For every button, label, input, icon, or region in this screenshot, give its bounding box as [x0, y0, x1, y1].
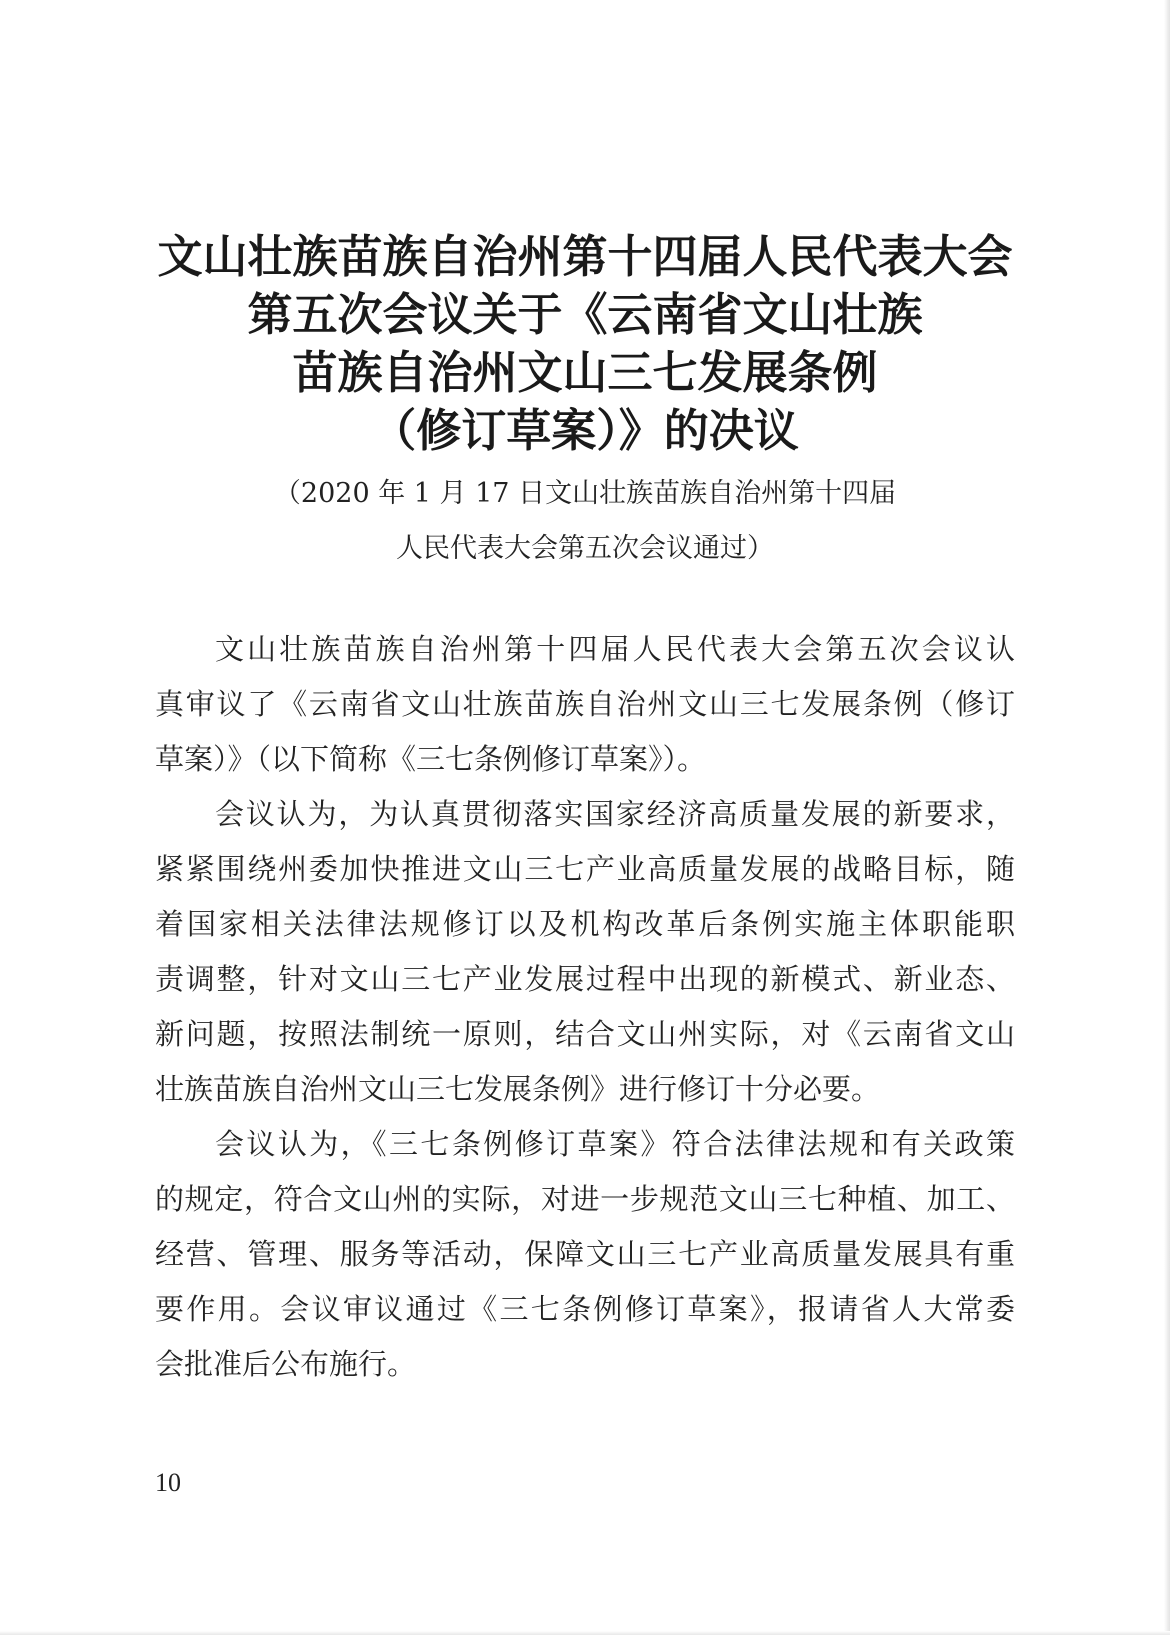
- body-line: 新问题，按照法制统一原则，结合文山州实际，对《云南省文山: [155, 1017, 1015, 1051]
- body-line: 文山壮族苗族自治州第十四届人民代表大会第五次会议认: [215, 632, 1015, 666]
- resolution-body: [155, 622, 1015, 1392]
- body-line: 草案）》（以下简称《三七条例修订草案》）。: [155, 742, 707, 776]
- page-number: 10: [155, 1468, 181, 1497]
- title-line: 苗族自治州文山三七发展条例: [292, 346, 878, 399]
- title-line: （修订草案）》的决议: [371, 404, 799, 457]
- title-line: 文山壮族苗族自治州第十四届人民代表大会: [157, 230, 1013, 283]
- body-line: 的规定，符合文山州的实际，对进一步规范文山三七种植、加工、: [155, 1182, 1015, 1216]
- body-line: 责调整，针对文山三七产业发展过程中出现的新模式、新业态、: [155, 962, 1015, 996]
- body-line: 壮族苗族自治州文山三七发展条例》进行修订十分必要。: [155, 1072, 881, 1106]
- adoption-note-line: 人民代表大会第五次会议通过）: [396, 533, 774, 564]
- document-title: [0, 228, 1170, 460]
- body-line: 要作用。会议审议通过《三七条例修订草案》，报请省人大常委: [155, 1292, 1015, 1326]
- body-line: 会批准后公布施行。: [155, 1347, 417, 1381]
- adoption-note: [0, 466, 1170, 576]
- page-edge-shadow: [0, 1631, 1170, 1635]
- body-line: 紧紧围绕州委加快推进文山三七产业高质量发展的战略目标，随: [155, 852, 1015, 886]
- body-line: 会议认为，为认真贯彻落实国家经济高质量发展的新要求，: [215, 797, 1015, 831]
- title-line: 第五次会议关于《云南省文山壮族: [247, 288, 923, 341]
- page-edge-shadow: [1164, 0, 1170, 1635]
- body-line: 经营、管理、服务等活动，保障文山三七产业高质量发展具有重: [155, 1237, 1015, 1271]
- body-line: 会议认为，《三七条例修订草案》符合法律法规和有关政策: [215, 1127, 1015, 1161]
- adoption-note-line: （2020 年 1 月 17 日文山壮族苗族自治州第十四届: [273, 478, 897, 509]
- body-line: 真审议了《云南省文山壮族苗族自治州文山三七发展条例（修订: [155, 687, 1015, 721]
- body-line: 着国家相关法律法规修订以及机构改革后条例实施主体职能职: [155, 907, 1015, 941]
